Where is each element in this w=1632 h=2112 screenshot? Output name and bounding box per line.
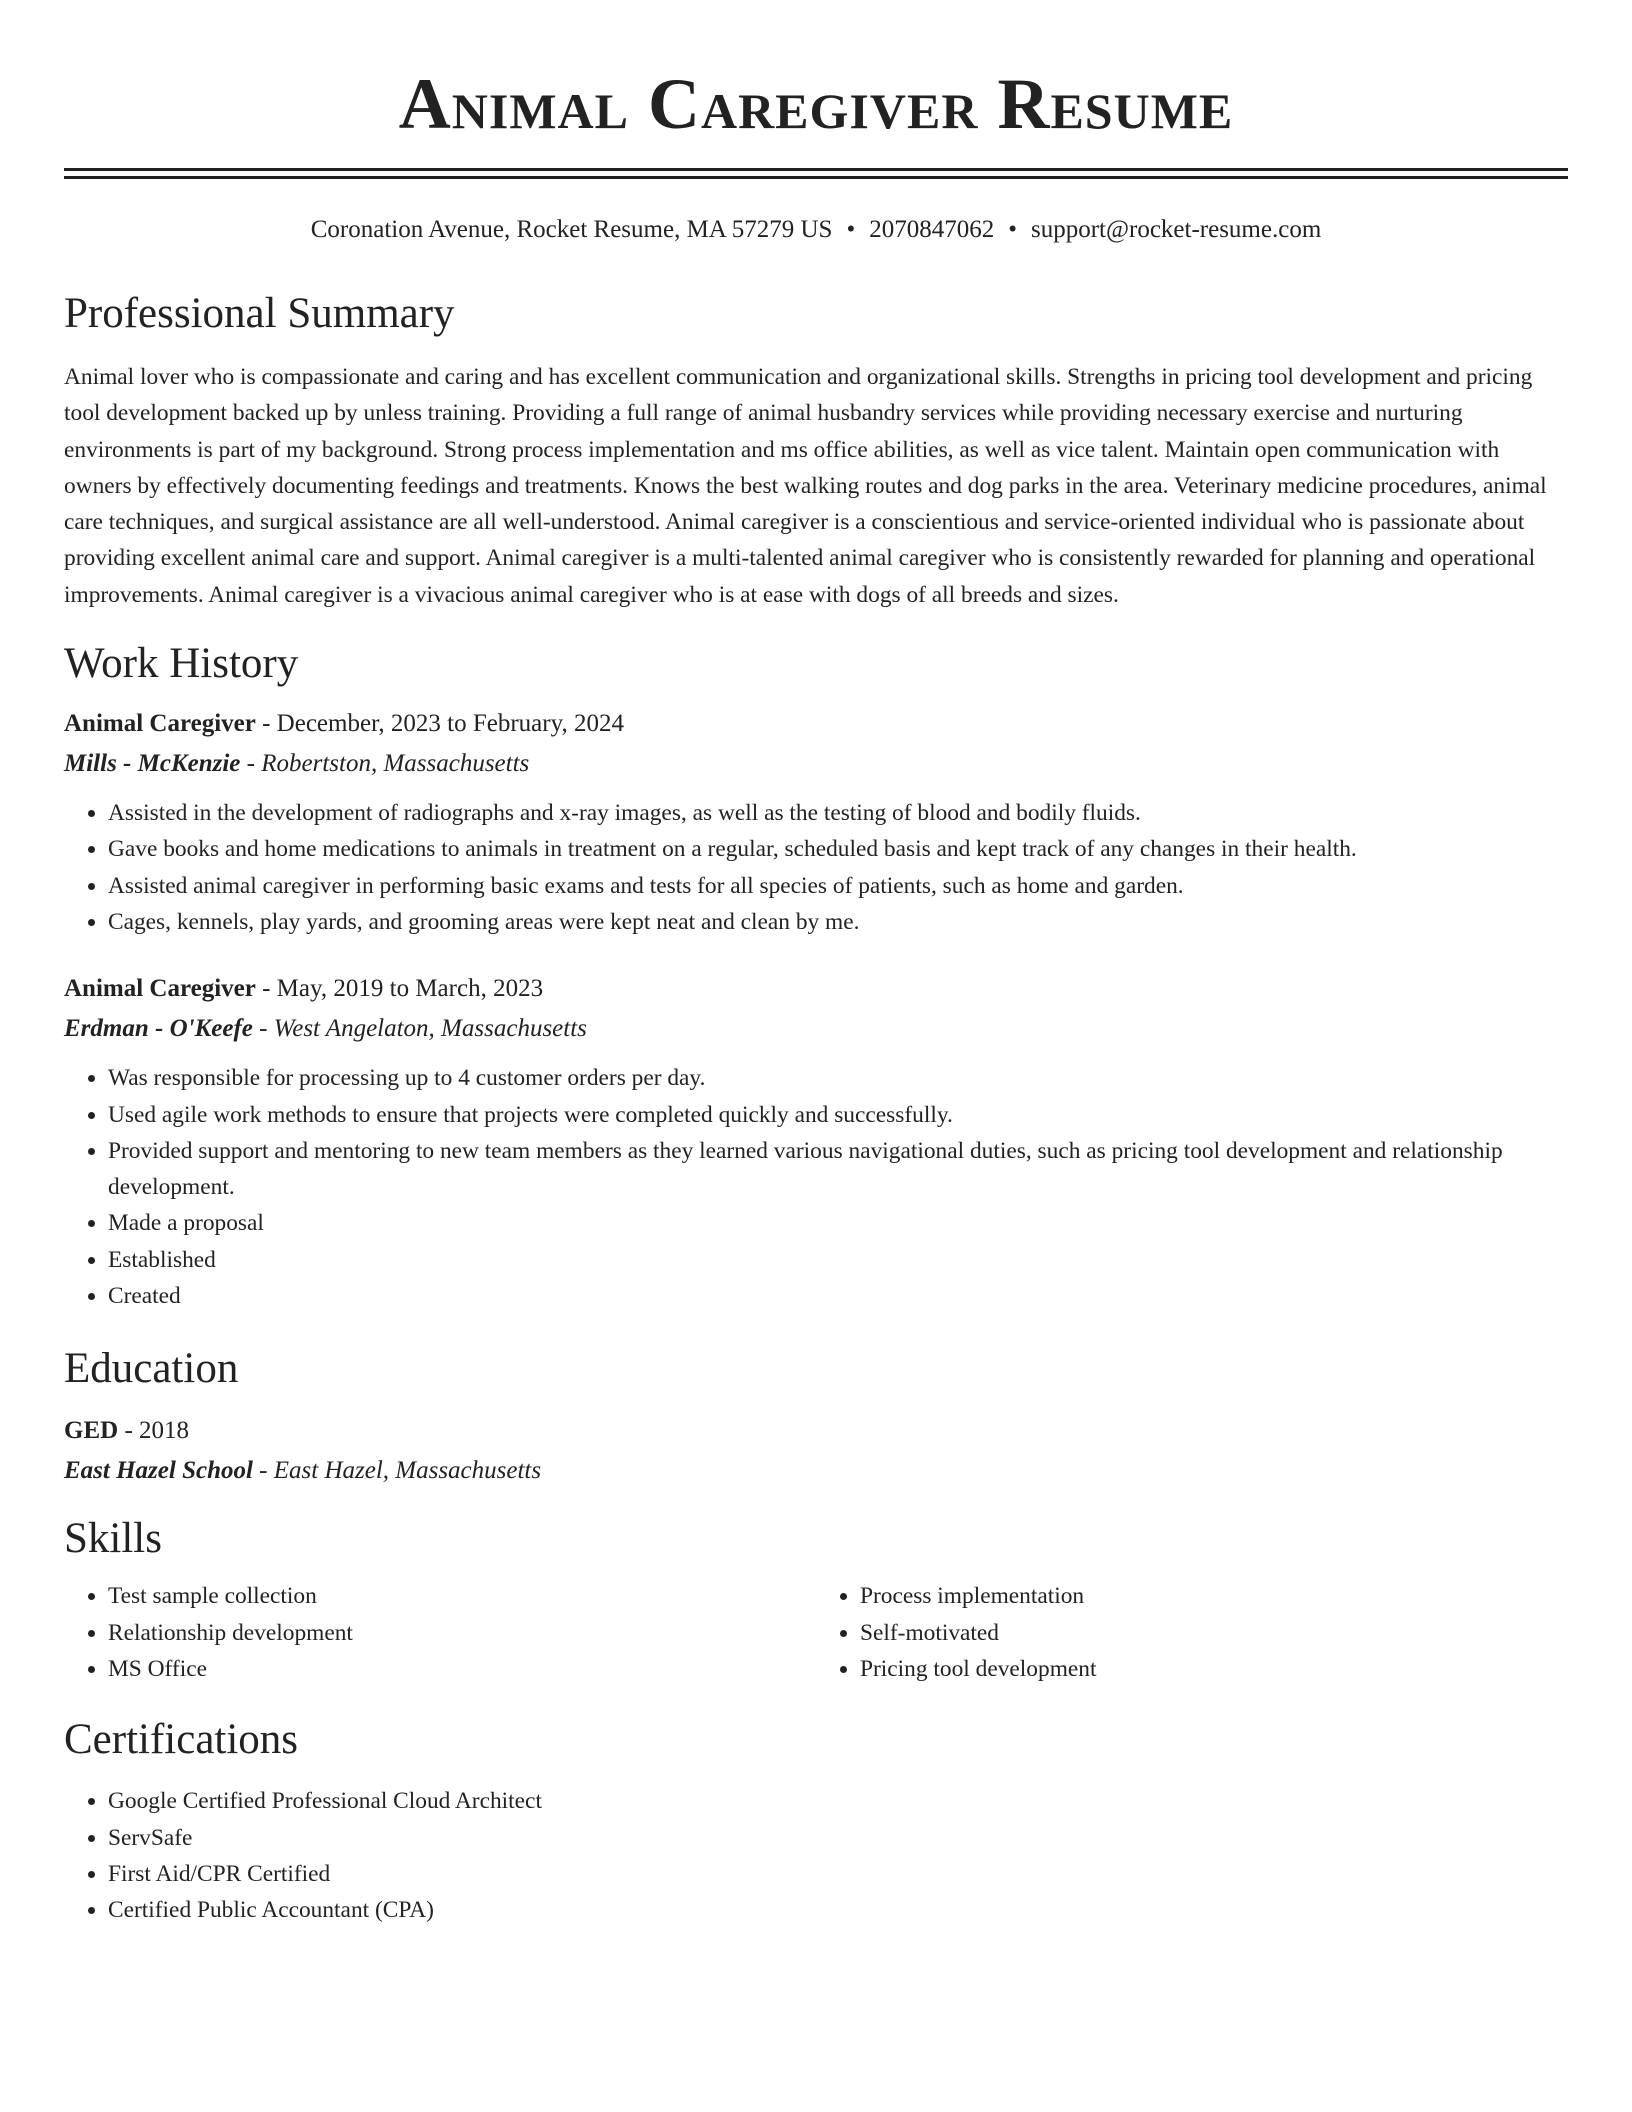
job-company-line <box>64 1014 1568 1044</box>
work-history-heading: Work History <box>64 640 299 688</box>
education-degree: GED <box>64 1417 119 1445</box>
education-location: - East Hazel, Massachusetts <box>252 1457 542 1485</box>
job-title-line <box>64 709 1568 739</box>
list-item: • Assisted animal caregiver in performing basic exams and tests for all species of patients, such as home and garden. <box>108 868 1568 904</box>
education-heading: Education <box>64 1345 239 1393</box>
list-item: • Gave books and home medications to animals in treatment on a regular, scheduled basis and kept track of any changes in their health. <box>108 831 1568 867</box>
certifications-list <box>64 1783 1568 1928</box>
job-title: Animal Caregiver <box>64 710 256 738</box>
list-item: • MS Office <box>108 1651 816 1687</box>
job-company: Erdman - O'Keefe <box>64 1015 253 1043</box>
contact-separator: • <box>1008 216 1017 243</box>
contact-separator: • <box>846 216 856 243</box>
resume-title: Animal Caregiver Resume <box>398 64 1234 144</box>
list-item: • Made a proposal <box>108 1205 1568 1241</box>
skills-heading: Skills <box>64 1515 162 1563</box>
contact-line <box>64 215 1568 245</box>
list-item: • Cages, kennels, play yards, and grooming areas were kept neat and clean by me. <box>108 904 1568 940</box>
list-item: • Was responsible for processing up to 4 customer orders per day. <box>108 1060 1568 1096</box>
education-year: - 2018 <box>118 1417 190 1445</box>
summary-text: Animal lover who is compassionate and caring and has excellent communication and organizational skills. Strengths in pricing tool development and pricing tool development backed up by unless training. Providing a full range of animal husbandry services while providing necessary exercise and nurturing environments is part of my background. Strong process implementation and ms office abilities, as well as vice talent. Maintain open communication with owners by effectively documenting feedings and treatments. Knows the best walking routes and dog parks in the area. Veterinary medicine procedures, animal care techniques, and surgical assistance are all well-understood. Animal caregiver is a conscientious and service-oriented individual who is passionate about providing excellent animal care and support. Animal caregiver is a multi-talented animal caregiver who is consistently rewarded for planning and operational improvements. Animal caregiver is a vivacious animal caregiver who is at ease with dogs of all breeds and sizes. <box>64 364 1547 608</box>
contact-email: support@rocket-resume.com <box>1030 216 1322 243</box>
summary-heading: Professional Summary <box>64 290 455 337</box>
list-item: • Created <box>108 1278 1568 1314</box>
list-item: • Google Certified Professional Cloud Architect <box>108 1783 1568 1819</box>
job-bullets <box>64 795 1568 940</box>
job-dates: - December, 2023 to February, 2024 <box>255 710 624 738</box>
list-item: • Pricing tool development <box>860 1651 1568 1687</box>
list-item: • Established <box>108 1242 1568 1278</box>
job-company-line <box>64 749 1568 779</box>
list-item: • Certified Public Accountant (CPA) <box>108 1892 1568 1928</box>
job-location: - Robertston, Massachusetts <box>240 750 530 778</box>
job-company: Mills - McKenzie <box>64 750 241 778</box>
job-location: - West Angelaton, Massachusetts <box>252 1015 587 1043</box>
skills-column-right <box>816 1578 1568 1687</box>
education-school-line <box>64 1456 1568 1486</box>
education-degree-line <box>64 1416 1568 1446</box>
job-bullets <box>64 1060 1568 1314</box>
contact-address: Coronation Avenue, Rocket Resume, MA 57279 US <box>310 216 833 243</box>
title-divider <box>64 168 1568 179</box>
contact-phone: 2070847062 <box>869 216 995 243</box>
list-item: • ServSafe <box>108 1820 1568 1856</box>
list-item: • Test sample collection <box>108 1578 816 1614</box>
job-entry <box>64 974 1568 1314</box>
job-title: Animal Caregiver <box>64 975 256 1003</box>
list-item: • Relationship development <box>108 1615 816 1651</box>
job-entry <box>64 709 1568 940</box>
list-item: • First Aid/CPR Certified <box>108 1856 1568 1892</box>
list-item: • Self-motivated <box>860 1615 1568 1651</box>
list-item: • Provided support and mentoring to new team members as they learned various navigational duties, such as pricing tool development and relationship development. <box>108 1133 1568 1206</box>
list-item: • Process implementation <box>860 1578 1568 1614</box>
job-dates: - May, 2019 to March, 2023 <box>255 975 544 1003</box>
skills-list <box>64 1578 1568 1687</box>
certifications-heading: Certifications <box>64 1716 299 1764</box>
list-item: • Assisted in the development of radiographs and x-ray images, as well as the testing of blood and bodily fluids. <box>108 795 1568 831</box>
list-item: • Used agile work methods to ensure that projects were completed quickly and successfully. <box>108 1097 1568 1133</box>
education-school: East Hazel School <box>64 1457 253 1485</box>
skills-column-left <box>64 1578 816 1687</box>
job-title-line <box>64 974 1568 1004</box>
